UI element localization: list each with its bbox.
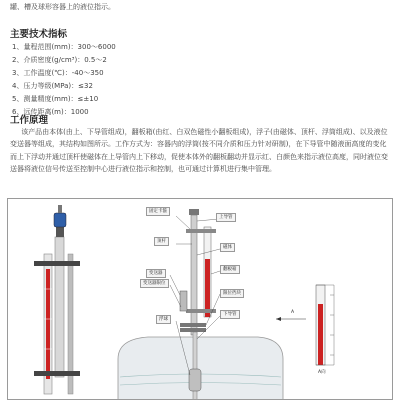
structure-figure — [7, 198, 393, 400]
principle-text: 该产品由本体(由上、下导管组成)，翻板箱(由红、白双色磁性小翻板组成)，浮子(由磁体、顶杆、浮筒组成)、以及液位变送器等组成，其结构如图所示。工作方式为：容器内的浮筒(按不同介质和压力针对研制)，在下导管中随液面高度的变化而上下浮动并通过顶杆使磁体在上导管内上下移动，促使本体外的翻板翻动并显示红、白颜色来指示液位高度，同时液位变送器将液位信号传送至控制中心进行液位指示和控制，也可通过计算机进行集中管理。 — [10, 128, 388, 174]
spec-item: 4、压力等级(MPa)：≤32 — [12, 82, 93, 90]
label-upper-tube: 上导管 — [216, 213, 236, 222]
spec-item: 5、测量精度(mm)：≤±10 — [12, 95, 99, 103]
label-transmitter-limiter: 变送器限位 — [140, 279, 169, 288]
label-a-mark: A — [291, 310, 295, 315]
label-float: 浮球 — [156, 315, 171, 324]
structure-drawing — [8, 199, 393, 400]
specs-list — [12, 41, 116, 119]
label-a-view: A向 — [318, 370, 326, 375]
spec-item: 3、工作温度(℃)：-40～350 — [12, 69, 104, 77]
tank-diagram — [118, 209, 283, 400]
label-magnet: 磁体 — [220, 243, 235, 252]
gauge-photo — [34, 205, 80, 394]
specs-heading: 主要技术指标 — [10, 29, 68, 40]
label-anti-hit: 限位挡块 — [220, 289, 244, 298]
label-flap: 翻板箱 — [220, 265, 240, 274]
principle-heading: 工作原理 — [10, 115, 49, 126]
spec-item: 1、量程范围(mm)：300～6000 — [12, 43, 116, 51]
spec-item: 6、远传距离(m)：1000 — [12, 108, 89, 116]
label-fixed-clip: 固定卡箍 — [146, 207, 170, 216]
spec-item: 2、介质密度(g/cm³)：0.5～2 — [12, 56, 107, 64]
label-lower-tube: 下导管 — [220, 310, 240, 319]
label-transmitter: 变送器 — [146, 269, 166, 278]
intro-text: 罐、槽及球形容器上的液位指示。 — [10, 3, 115, 11]
a-view-diagram — [276, 285, 334, 365]
label-ejector-rod: 顶杆 — [154, 237, 169, 246]
